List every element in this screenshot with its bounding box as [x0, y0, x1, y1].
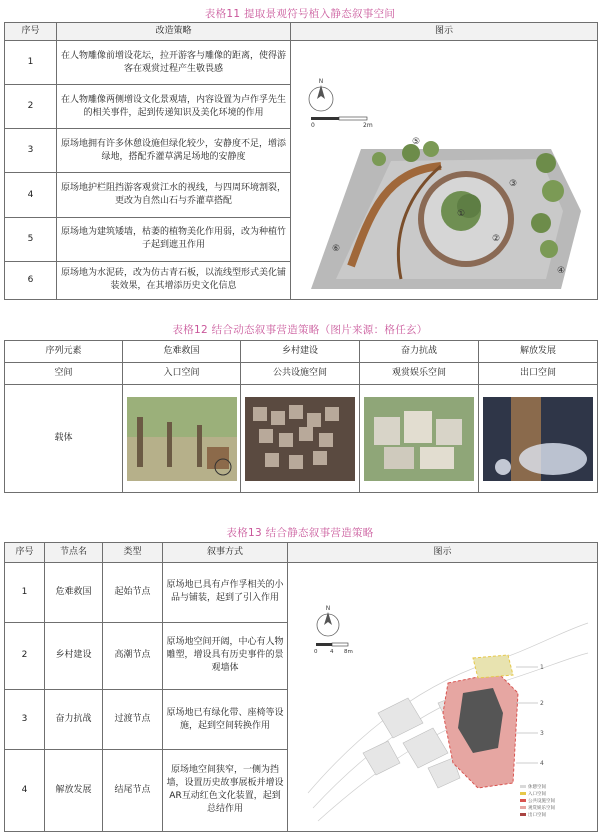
t11-scale-2m: 2m [363, 122, 373, 129]
t12-header-sequence: 序列元素 [5, 341, 123, 363]
t13-header-name: 节点名 [45, 543, 103, 563]
t11-header-no: 序号 [5, 23, 57, 41]
table11 [4, 22, 598, 300]
north-arrow-icon [317, 605, 339, 636]
t13-row4-text: 原场地空间狭窄，一侧为挡墙，设置历史故事展板并增设AR互动红色文化装置，起到总结作用 [163, 749, 288, 831]
t13-row2-type: 高潮节点 [103, 622, 163, 690]
t13-legend-5: 出口空间 [528, 813, 546, 818]
t12-photo-public [245, 397, 355, 481]
t13-legend-3: 公共设施空间 [528, 799, 555, 804]
t11-site-plan [291, 41, 596, 299]
t12-space-public: 公共设施空间 [241, 363, 360, 385]
t13-side-number-1: 1 [540, 664, 544, 671]
t11-header-strategy: 改造策略 [57, 23, 291, 41]
t12-photo-entrance [127, 397, 237, 481]
t13-legend-1: 休憩空间 [528, 785, 546, 790]
t12-header-liberation: 解放发展 [479, 341, 598, 363]
table12 [4, 340, 598, 493]
t12-header-village: 乡村建设 [241, 341, 360, 363]
t11-row1-text: 在人物雕像前增设花坛，拉开游客与雕像的距离，使得游客在观赏过程产生敬畏感 [57, 41, 291, 85]
t11-scale-0: 0 [311, 122, 315, 129]
t11-row1-no: 1 [5, 41, 57, 85]
t11-row6-text: 原场地为水泥砖，改为仿古青石板，以流线型形式美化铺装效果，在其增添历史文化信息 [57, 261, 291, 299]
t13-row2-text: 原场地空间开阔，中心有人物雕塑，增设具有历史事件的景观墙体 [163, 622, 288, 690]
t13-side-number-3: 3 [540, 730, 544, 737]
t13-yellow-zone [473, 655, 513, 678]
t11-north-label: N [318, 78, 324, 85]
t12-space-exit: 出口空间 [479, 363, 598, 385]
t13-scale-bar [314, 643, 353, 655]
t13-row4-name: 解放发展 [45, 749, 103, 831]
t11-row2-text: 在人物雕像两侧增设文化景观墙，内容设置为卢作孚先生的相关事件，起到传递知识及美化环境的作用 [57, 85, 291, 129]
t12-space-label: 空间 [5, 363, 123, 385]
table13 [4, 542, 598, 832]
t12-space-entrance: 入口空间 [123, 363, 241, 385]
t13-side-number-2: 2 [540, 700, 544, 707]
t13-row1-text: 原场地已具有卢作孚相关的小品与铺装，起到了引入作用 [163, 563, 288, 623]
t13-header-narrative: 叙事方式 [163, 543, 288, 563]
t11-row5-no: 5 [5, 217, 57, 261]
t13-scale-8m: 8m [344, 649, 353, 655]
t13-row4-no: 4 [5, 749, 45, 831]
t12-space-viewing: 观赏娱乐空间 [360, 363, 479, 385]
table13-caption: 表格13 结合静态叙事营造策略 [226, 527, 374, 539]
table11-caption: 表格11 提取景观符号植入静态叙事空间 [204, 8, 396, 20]
t13-figure-cell [288, 563, 598, 832]
t13-row4-type: 结尾节点 [103, 749, 163, 831]
t13-legend [520, 783, 555, 818]
t12-header-war: 奋力抗战 [360, 341, 479, 363]
t12-carrier-label: 载体 [5, 385, 123, 493]
t11-row6-no: 6 [5, 261, 57, 299]
t13-site-plan [288, 563, 596, 831]
t12-header-rescue: 危难救国 [123, 341, 241, 363]
t13-row3-no: 3 [5, 690, 45, 750]
t11-row2-no: 2 [5, 85, 57, 129]
t11-header-figure: 图示 [291, 23, 598, 41]
table12-caption: 表格12 结合动态叙事营造策略（图片来源：格任玄） [172, 324, 428, 336]
t13-north-label: N [325, 605, 331, 612]
t11-marker-1: ① [456, 209, 466, 219]
t11-row3-text: 原场地拥有许多休憩设施但绿化较少，安静度不足，增添绿地，搭配乔灌草满足场地的安静度 [57, 129, 291, 173]
t11-marker-2: ② [491, 234, 501, 244]
t13-row1-type: 起始节点 [103, 563, 163, 623]
t11-row4-text: 原场地护栏阻挡游客观赏江水的视线，与四周环境割裂，更改为自然山石与乔灌草搭配 [57, 173, 291, 217]
t11-row3-no: 3 [5, 129, 57, 173]
t13-scale-4: 4 [330, 649, 334, 655]
north-arrow-icon [309, 78, 333, 111]
t11-row4-no: 4 [5, 173, 57, 217]
t12-photo-exit [483, 397, 593, 481]
t11-figure-cell [291, 41, 598, 300]
t13-legend-4: 观赏娱乐空间 [528, 806, 555, 811]
t13-row2-no: 2 [5, 622, 45, 690]
t11-marker-5: ⑤ [411, 137, 421, 147]
t11-marker-4: ④ [556, 266, 566, 276]
t13-side-number-4: 4 [540, 760, 544, 767]
t13-row3-name: 奋力抗战 [45, 690, 103, 750]
t11-row5-text: 原场地为建筑矮墙，枯萎的植物美化作用弱，改为种植竹子起到遮丑作用 [57, 217, 291, 261]
t13-row3-type: 过渡节点 [103, 690, 163, 750]
t13-header-figure: 图示 [288, 543, 598, 563]
t13-row1-no: 1 [5, 563, 45, 623]
t11-marker-6: ⑥ [331, 244, 341, 254]
t13-scale-0: 0 [314, 649, 318, 655]
t13-header-no: 序号 [5, 543, 45, 563]
t11-marker-3: ③ [508, 179, 518, 189]
t13-row1-name: 危难救国 [45, 563, 103, 623]
t11-scale-bar [311, 117, 373, 129]
t13-header-type: 类型 [103, 543, 163, 563]
t13-row2-name: 乡村建设 [45, 622, 103, 690]
t13-row3-text: 原场地已有绿化带、座椅等设施，起到空间转换作用 [163, 690, 288, 750]
t12-photo-viewing [364, 397, 474, 481]
t13-legend-2: 入口空间 [528, 792, 546, 797]
